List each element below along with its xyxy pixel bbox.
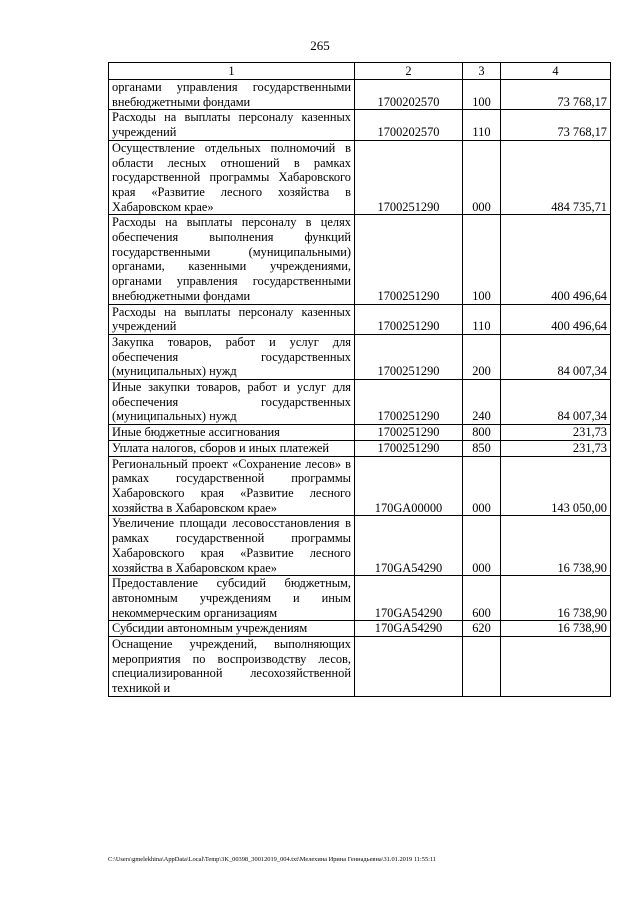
row-target-code: 170GA54290 [355,516,463,576]
row-name: Закупка товаров, работ и услуг для обеспечения государственных (муниципальных) нужд [109,334,355,379]
row-amount: 73 768,17 [501,110,611,140]
row-target-code: 1700202570 [355,110,463,140]
table-row [109,380,611,425]
row-expense-type: 110 [463,110,501,140]
row-name: Предоставление субсидий бюджетным, автономным учреждениям и иным некоммерческим организациям [109,576,355,621]
row-name: органами управления государственными внебюджетными фондами [109,80,355,110]
row-expense-type: 620 [463,621,501,637]
row-target-code: 170GA00000 [355,456,463,516]
table-header-row [109,63,611,80]
row-expense-type: 850 [463,440,501,456]
table-row [109,440,611,456]
table-row [109,516,611,576]
table-row [109,621,611,637]
page-number: 265 [310,38,330,53]
row-name: Субсидии автономным учреждениям [109,621,355,637]
table-row [109,215,611,304]
row-amount: 484 735,71 [501,140,611,215]
row-target-code: 1700251290 [355,440,463,456]
row-target-code: 1700202570 [355,80,463,110]
row-target-code: 1700251290 [355,380,463,425]
column-header: 1 [109,63,355,80]
file-path-footer: C:\Users\gmelekhina\AppData\Local\Temp\3K_00398_30012019_004.txt\Мелехина Ирина Геннадьевна\31.01.2019 11:55:11 [108,856,437,863]
row-expense-type: 800 [463,425,501,441]
row-name: Увеличение площади лесовосстановления в рамках государственной программы Хабаровского края «Развитие лесного хозяйства в Хабаровском крае» [109,516,355,576]
column-header: 3 [463,63,501,80]
row-amount: 84 007,34 [501,380,611,425]
row-target-code: 170GA54290 [355,576,463,621]
table-row [109,140,611,215]
table-row [109,456,611,516]
row-name: Оснащение учреждений, выполняющих мероприятия по воспроизводству лесов, специализированной лесохозяйственной техникой и [109,637,355,697]
row-expense-type: 110 [463,304,501,334]
row-expense-type: 240 [463,380,501,425]
row-amount: 73 768,17 [501,80,611,110]
row-expense-type: 600 [463,576,501,621]
column-header: 4 [501,63,611,80]
row-target-code: 1700251290 [355,334,463,379]
row-expense-type: 100 [463,215,501,304]
row-expense-type: 200 [463,334,501,379]
row-name: Региональный проект «Сохранение лесов» в рамках государственной программы Хабаровского края «Развитие лесного хозяйства в Хабаровском крае» [109,456,355,516]
row-target-code: 1700251290 [355,140,463,215]
row-expense-type: 000 [463,140,501,215]
row-amount: 84 007,34 [501,334,611,379]
row-name: Иные закупки товаров, работ и услуг для обеспечения государственных (муниципальных) нужд [109,380,355,425]
table-row [109,334,611,379]
row-name: Уплата налогов, сборов и иных платежей [109,440,355,456]
row-target-code [355,637,463,697]
row-amount: 16 738,90 [501,576,611,621]
row-name: Расходы на выплаты персоналу в целях обеспечения выполнения функций государственными (муниципальными) органами, казенными учреждениями, органами управления государственными внебюджетными фондами [109,215,355,304]
row-amount: 143 050,00 [501,456,611,516]
table-row [109,425,611,441]
row-amount: 400 496,64 [501,215,611,304]
row-name: Осуществление отдельных полномочий в области лесных отношений в рамках государственной программы Хабаровского края «Развитие лесного хозяйства в Хабаровском крае» [109,140,355,215]
row-name: Иные бюджетные ассигнования [109,425,355,441]
table-row [109,637,611,697]
table-row [109,80,611,110]
column-header: 2 [355,63,463,80]
row-amount: 400 496,64 [501,304,611,334]
row-target-code: 1700251290 [355,425,463,441]
table-row [109,576,611,621]
row-amount: 231,73 [501,425,611,441]
row-amount: 16 738,90 [501,621,611,637]
row-expense-type: 000 [463,456,501,516]
row-name: Расходы на выплаты персоналу казенных учреждений [109,110,355,140]
budget-table [108,62,611,697]
row-target-code: 1700251290 [355,304,463,334]
row-amount [501,637,611,697]
row-expense-type: 000 [463,516,501,576]
row-expense-type: 100 [463,80,501,110]
row-expense-type [463,637,501,697]
row-amount: 231,73 [501,440,611,456]
table-row [109,110,611,140]
table-row [109,304,611,334]
row-name: Расходы на выплаты персоналу казенных учреждений [109,304,355,334]
row-target-code: 1700251290 [355,215,463,304]
row-amount: 16 738,90 [501,516,611,576]
row-target-code: 170GA54290 [355,621,463,637]
